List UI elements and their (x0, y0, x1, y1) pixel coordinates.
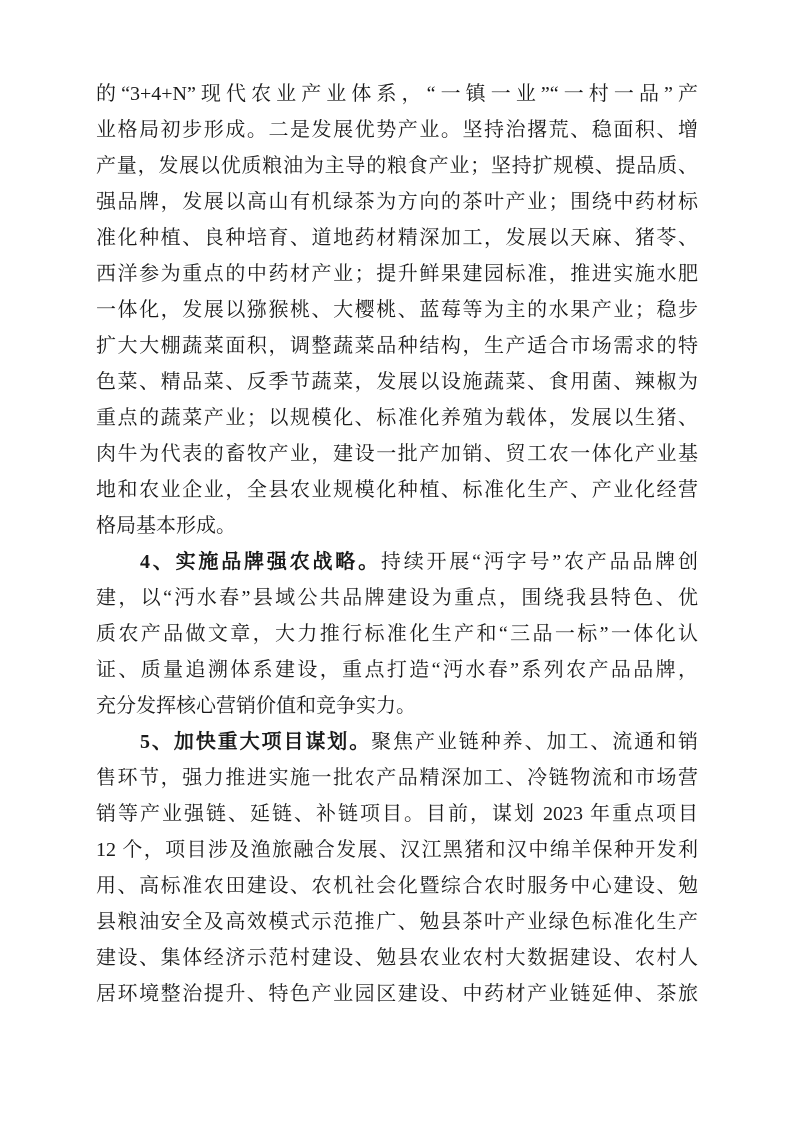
text-line (96, 76, 698, 112)
section-heading-run: 4、实施品牌强农战略。 (140, 551, 381, 573)
body-text-run: 证、质量追溯体系建设，重点打造“沔水春”系列农产品品牌， (96, 659, 698, 681)
body-text-run: 用、高标准农田建设、农机社会化暨综合农时服务中心建设、勉 (96, 875, 698, 897)
text-line (96, 544, 698, 580)
text-line (96, 760, 698, 796)
body-text-run: 产量，发展以优质粮油为主导的粮食产业；坚持扩规模、提品质、 (96, 155, 698, 177)
body-text-run: 12 个，项目涉及渔旅融合发展、汉江黑猪和汉中绵羊保种开发利 (96, 839, 698, 861)
body-text-run: 持续开展“沔字号”农产品品牌创 (380, 551, 698, 573)
text-line (96, 256, 698, 292)
body-text-run: 重点的蔬菜产业；以规模化、标准化养殖为载体，发展以生猪、 (96, 407, 698, 429)
paragraph-4-brand-strategy (96, 544, 698, 724)
text-line (96, 868, 698, 904)
text-line (96, 832, 698, 868)
body-text-run: 肉牛为代表的畜牧产业，建设一批产加销、贸工农一体化产业基 (96, 443, 698, 465)
text-line (96, 724, 698, 760)
text-line (96, 148, 698, 184)
body-text-run: 西洋参为重点的中药材产业；提升鲜果建园标准，推进实施水肥 (96, 263, 698, 285)
text-line (96, 436, 698, 472)
body-text-run: 建，以“沔水春”县域公共品牌建设为重点，围绕我县特色、优 (96, 587, 698, 609)
paragraph-industry-system-continuation (96, 76, 698, 544)
body-text-run: 质农产品做文章，大力推行标准化生产和“三品一标”一体化认 (96, 623, 698, 645)
text-block (96, 76, 698, 1012)
body-text-run: 业格局初步形成。二是发展优势产业。坚持治撂荒、稳面积、增 (96, 119, 698, 141)
text-line (96, 940, 698, 976)
text-line (96, 184, 698, 220)
text-line (96, 508, 698, 544)
text-line (96, 472, 698, 508)
text-line (96, 976, 698, 1012)
text-line (96, 652, 698, 688)
body-text-run: 色菜、精品菜、反季节蔬菜，发展以设施蔬菜、食用菌、辣椒为 (96, 371, 698, 393)
body-text-run: 扩大大棚蔬菜面积，调整蔬菜品种结构，生产适合市场需求的特 (96, 335, 698, 357)
body-text-run: 县粮油安全及高效模式示范推广、勉县茶叶产业绿色标准化生产 (96, 911, 698, 933)
body-text-run: 地和农业企业，全县农业规模化种植、标准化生产、产业化经营 (96, 479, 698, 501)
text-line (96, 796, 698, 832)
body-text-run: 一体化，发展以猕猴桃、大樱桃、蓝莓等为主的水果产业；稳步 (96, 299, 698, 321)
text-line (96, 688, 698, 724)
text-line (96, 904, 698, 940)
paragraph-5-major-projects (96, 724, 698, 1012)
body-text-run: 准化种植、良种培育、道地药材精深加工，发展以天麻、猪苓、 (96, 227, 698, 249)
text-line (96, 580, 698, 616)
body-text-run: 聚焦产业链种养、加工、流通和销 (371, 731, 698, 753)
text-line (96, 400, 698, 436)
text-line (96, 616, 698, 652)
section-heading-run: 5、加快重大项目谋划。 (140, 731, 372, 753)
body-text-run: 售环节，强力推进实施一批农产品精深加工、冷链物流和市场营 (96, 767, 698, 789)
body-text-run: 格局基本形成。 (96, 515, 236, 537)
text-line (96, 328, 698, 364)
body-text-run: 的“3+4+N”现代农业产业体系，“一镇一业”“一村一品”产 (96, 83, 698, 105)
text-line (96, 364, 698, 400)
text-line (96, 220, 698, 256)
text-line (96, 112, 698, 148)
body-text-run: 建设、集体经济示范村建设、勉县农业农村大数据建设、农村人 (96, 947, 698, 969)
text-line (96, 292, 698, 328)
body-text-run: 居环境整治提升、特色产业园区建设、中药材产业链延伸、茶旅 (96, 983, 698, 1005)
body-text-run: 强品牌，发展以高山有机绿茶为方向的茶叶产业；围绕中药材标 (96, 191, 698, 213)
body-text-run: 销等产业强链、延链、补链项目。目前，谋划 2023 年重点项目 (96, 803, 698, 825)
body-text-run: 充分发挥核心营销价值和竞争实力。 (96, 695, 416, 717)
